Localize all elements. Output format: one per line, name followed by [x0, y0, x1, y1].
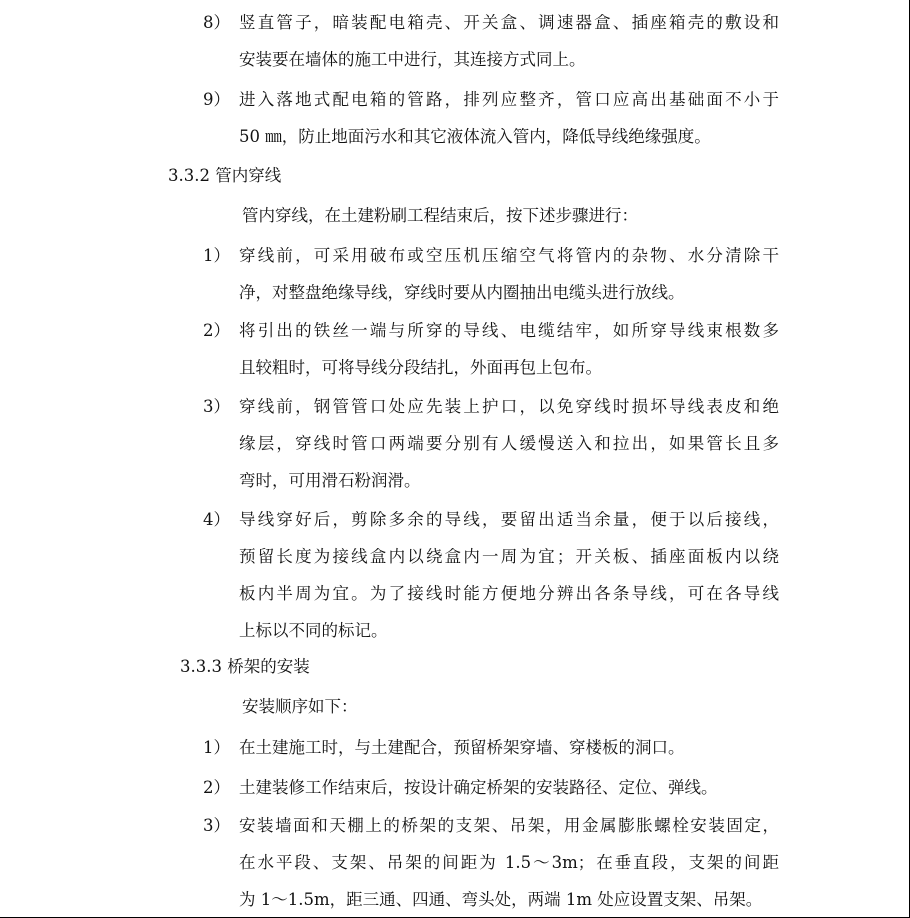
text-line: 土建装修工作结束后，按设计确定桥架的安装路径、定位、弹线。 — [239, 778, 718, 797]
list-item-number: 4） — [203, 510, 230, 529]
list-item-number: 9） — [203, 90, 230, 109]
text-line: 在水平段、支架、吊架的间距为 1.5～3m；在垂直段，支架的间距 — [239, 853, 779, 872]
list-item-text — [239, 81, 779, 155]
text-line: 安装要在墙体的施工中进行，其连接方式同上。 — [239, 50, 586, 69]
text-line: 且较粗时，可将导线分段结扎，外面再包上包布。 — [239, 358, 602, 377]
text-line: 预留长度为接线盒内以绕盒内一周为宜；开关板、插座面板内以绕 — [239, 547, 779, 566]
list-item-number: 2） — [203, 321, 230, 340]
list-item-text — [239, 729, 779, 766]
list-item-text — [239, 807, 779, 918]
list-item-number: 1） — [203, 246, 230, 265]
list-item-text — [239, 312, 779, 386]
list-item-text — [239, 4, 779, 78]
section-heading-3-3-3: 3.3.3 桥架的安装 — [180, 657, 310, 676]
text-line: 进入落地式配电箱的管路，排列应整齐，管口应高出基础面不小于 — [239, 90, 779, 109]
text-line: 净，对整盘绝缘导线，穿线时要从内圈抽出电缆头进行放线。 — [239, 283, 685, 302]
section-heading-3-3-2: 3.3.2 管内穿线 — [168, 166, 282, 185]
text-line: 为 1～1.5m，距三通、四通、弯头处，两端 1m 处应设置支架、吊架。 — [239, 890, 763, 909]
text-line: 安装墙面和天棚上的桥架的支架、吊架，用金属膨胀螺栓安装固定， — [239, 816, 779, 835]
text-line: 将引出的铁丝一端与所穿的导线、电缆结牢，如所穿导线束根数多 — [239, 321, 779, 340]
list-item-number: 3） — [203, 397, 230, 416]
list-item-number: 2） — [203, 778, 230, 797]
text-line: 缘层，穿线时管口两端要分别有人缓慢送入和拉出，如果管长且多 — [239, 434, 779, 453]
text-line: 板内半周为宜。为了接线时能方便地分辨出各条导线，可在各导线 — [239, 584, 779, 603]
text-line: 弯时，可用滑石粉润滑。 — [239, 471, 421, 490]
list-item-text — [239, 769, 779, 806]
text-line: 导线穿好后，剪除多余的导线，要留出适当余量，便于以后接线， — [239, 510, 779, 529]
text-line: 50 ㎜，防止地面污水和其它液体流入管内，降低导线绝缘强度。 — [239, 127, 711, 146]
section-intro: 管内穿线，在土建粉刷工程结束后，按下述步骤进行： — [242, 206, 638, 225]
text-line: 上标以不同的标记。 — [239, 621, 388, 640]
list-item-number: 8） — [203, 13, 230, 32]
text-line: 穿线前，可采用破布或空压机压缩空气将管内的杂物、水分清除干 — [239, 246, 779, 265]
list-item-text — [239, 237, 779, 311]
list-item-number: 1） — [203, 738, 230, 757]
list-item-text — [239, 388, 779, 499]
section-intro: 安装顺序如下： — [242, 697, 358, 716]
text-line: 在土建施工时，与土建配合，预留桥架穿墙、穿楼板的洞口。 — [239, 738, 685, 757]
text-line: 穿线前，钢管管口处应先装上护口，以免穿线时损坏导线表皮和绝 — [239, 397, 779, 416]
list-item-text — [239, 501, 779, 649]
list-item-number: 3） — [203, 816, 230, 835]
text-line: 竖直管子，暗装配电箱壳、开关盒、调速器盒、插座箱壳的敷设和 — [239, 13, 779, 32]
